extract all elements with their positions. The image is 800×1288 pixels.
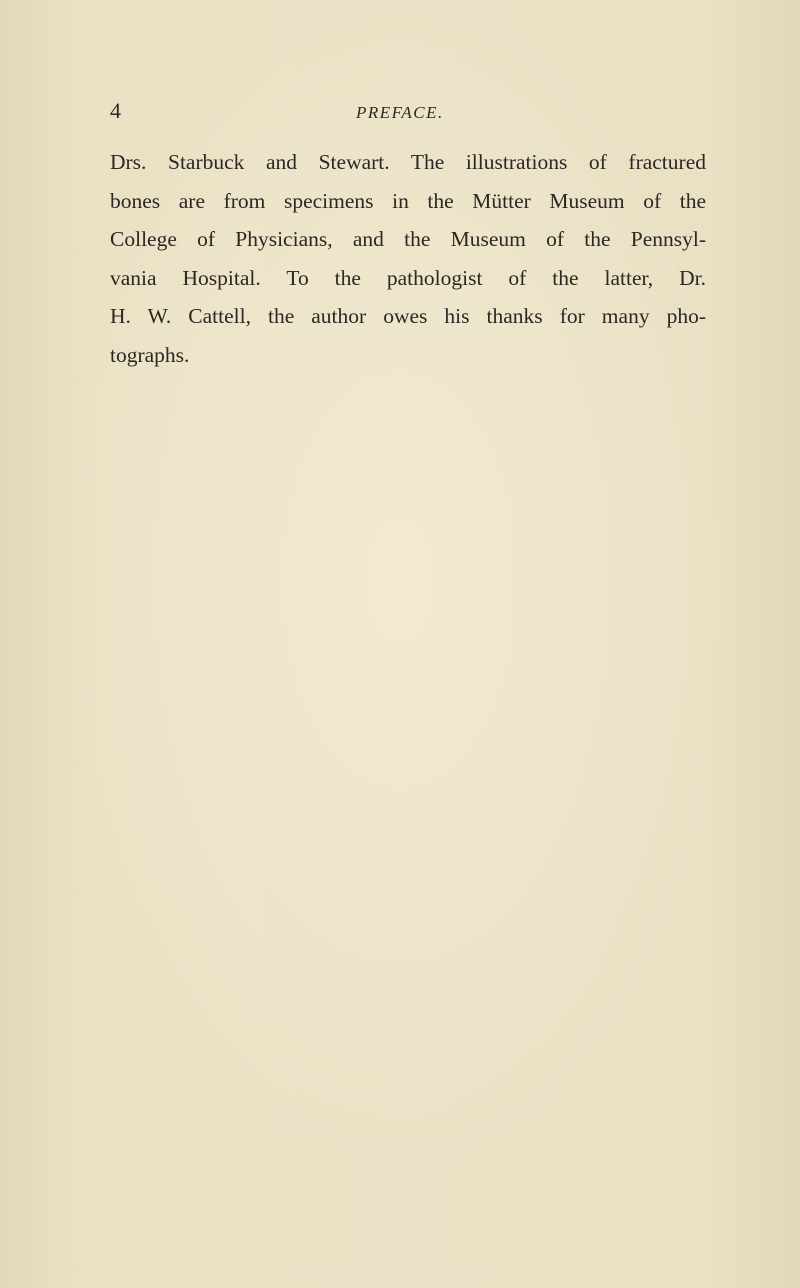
text-line: Drs. Starbuck and Stewart. The illustrations of fractured bbox=[110, 150, 706, 174]
text-line: bones are from specimens in the Mütter Museum of the bbox=[110, 188, 706, 213]
body-paragraph bbox=[110, 143, 706, 375]
page-number: 4 bbox=[110, 98, 121, 123]
text-line: vania Hospital. To the pathologist of the latter, Dr. bbox=[110, 265, 706, 290]
running-head: PREFACE. bbox=[356, 103, 444, 122]
text-line: H. W. Cattell, the author owes his thanks for many pho- bbox=[110, 304, 706, 329]
text-line: College of Physicians, and the Museum of the Pennsyl- bbox=[110, 227, 706, 252]
text-line: tographs. bbox=[110, 342, 190, 367]
